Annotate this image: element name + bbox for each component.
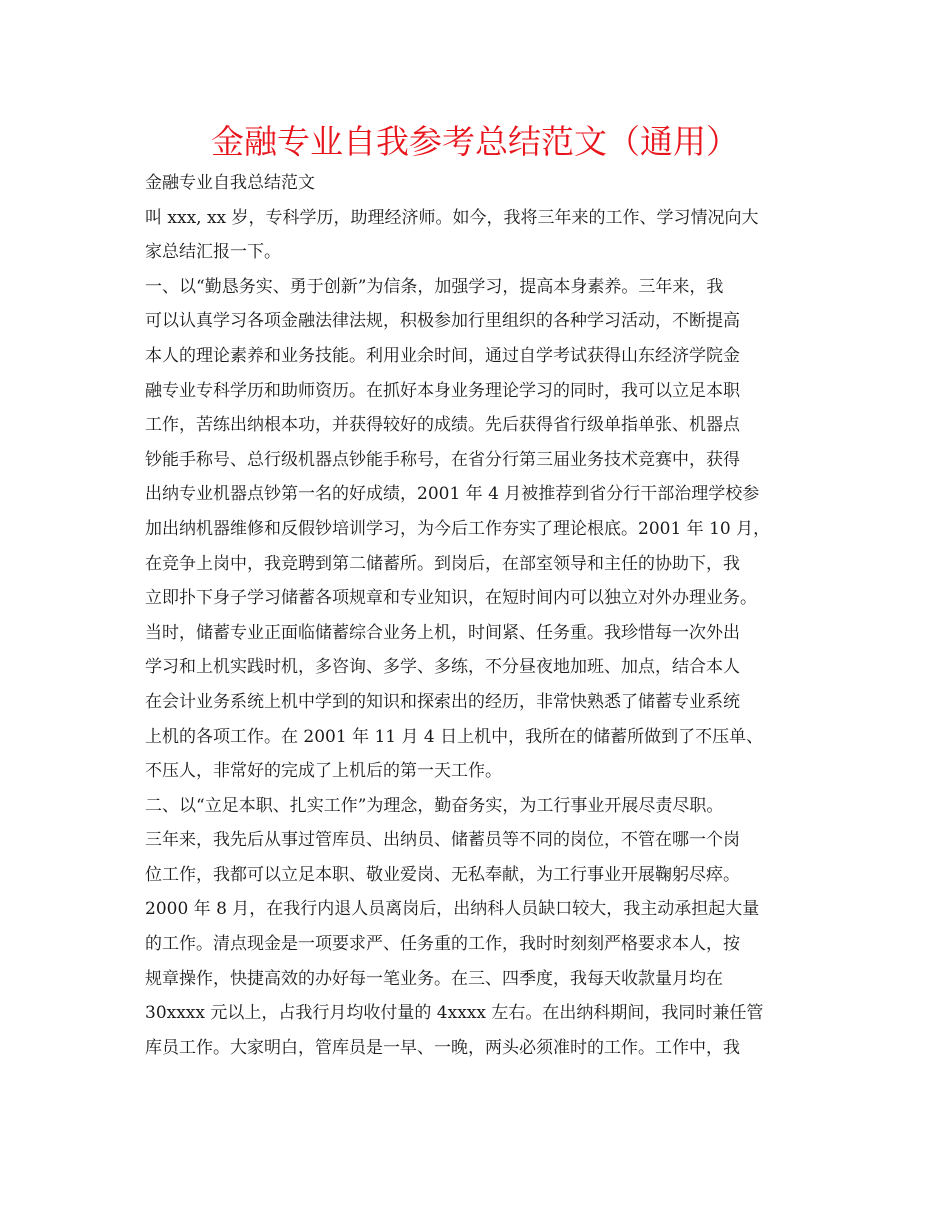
text-line: 叫 xxx, xx 岁，专科学历，助理经济师。如今，我将三年来的工作、学习情况向大 [145, 207, 759, 228]
text-line: 的工作。清点现金是一项要求严、任务重的工作，我时时刻刻严格要求本人，按 [145, 934, 740, 955]
text-line: 位工作，我都可以立足本职、敬业爱岗、无私奉献，为工行事业开展鞠躬尽瘁。 [145, 864, 740, 885]
document-body [145, 166, 813, 1065]
text-line: 30xxxx 元以上，占我行月均收付量的 4xxxx 左右。在出纳科期间，我同时兼任管 [145, 1003, 764, 1024]
text-line: 工作，苦练出纳根本功，并获得较好的成绩。先后获得省行级单指单张、机器点 [145, 415, 740, 436]
text-line: 不压人，非常好的完成了上机后的第一天工作。 [145, 761, 502, 782]
text-line: 出纳专业机器点钞第一名的好成绩，2001 年 4 月被推荐到省分行干部治理学校参 [145, 484, 760, 505]
text-line: 在会计业务系统上机中学到的知识和探索出的经历，非常快熟悉了储蓄专业系统 [145, 691, 740, 712]
text-line: 学习和上机实践时机，多咨询、多学、多练，不分昼夜地加班、加点，结合本人 [145, 657, 740, 678]
text-line: 在竞争上岗中，我竞聘到第二储蓄所。到岗后，在部室领导和主任的协助下，我 [145, 553, 740, 574]
text-line: 当时，储蓄专业正面临储蓄综合业务上机，时间紧、任务重。我珍惜每一次外出 [145, 622, 740, 643]
text-line: 一、以“勤恳务实、勇于创新”为信条，加强学习，提高本身素养。三年来，我 [145, 276, 724, 297]
text-line: 二、以“立足本职、扎实工作”为理念，勤奋务实，为工行事业开展尽责尽职。 [145, 795, 724, 816]
document-title: 金融专业自我参考总结范文（通用） [211, 122, 739, 161]
text-line: 上机的各项工作。在 2001 年 11 月 4 日上机中，我所在的储蓄所做到了不压单、 [145, 726, 764, 747]
text-line: 本人的理论素养和业务技能。利用业余时间，通过自学考试获得山东经济学院金 [145, 345, 740, 366]
text-line: 家总结汇报一下。 [145, 242, 281, 263]
text-line: 库员工作。大家明白，管库员是一早、一晚，两头必须准时的工作。工作中，我 [145, 1037, 740, 1058]
text-line: 加出纳机器维修和反假钞培训学习，为今后工作夯实了理论根底。2001 年 10 月， [145, 518, 771, 539]
text-line: 2000 年 8 月，在我行内退人员离岗后，出纳科人员缺口较大，我主动承担起大量 [145, 899, 760, 920]
text-line: 规章操作，快捷高效的办好每一笔业务。在三、四季度，我每天收款量月均在 [145, 968, 723, 989]
text-line: 金融专业自我总结范文 [145, 173, 315, 193]
text-line: 钞能手称号、总行级机器点钞能手称号，在省分行第三届业务技术竞赛中，获得 [145, 449, 740, 470]
text-line: 可以认真学习各项金融法律法规，积极参加行里组织的各种学习活动，不断提高 [145, 311, 740, 332]
text-line: 融专业专科学历和助师资历。在抓好本身业务理论学习的同时，我可以立足本职 [145, 380, 740, 401]
text-line: 立即扑下身子学习储蓄各项规章和专业知识，在短时间内可以独立对外办理业务。 [145, 588, 757, 609]
text-line: 三年来，我先后从事过管库员、出纳员、储蓄员等不同的岗位，不管在哪一个岗 [145, 830, 740, 851]
